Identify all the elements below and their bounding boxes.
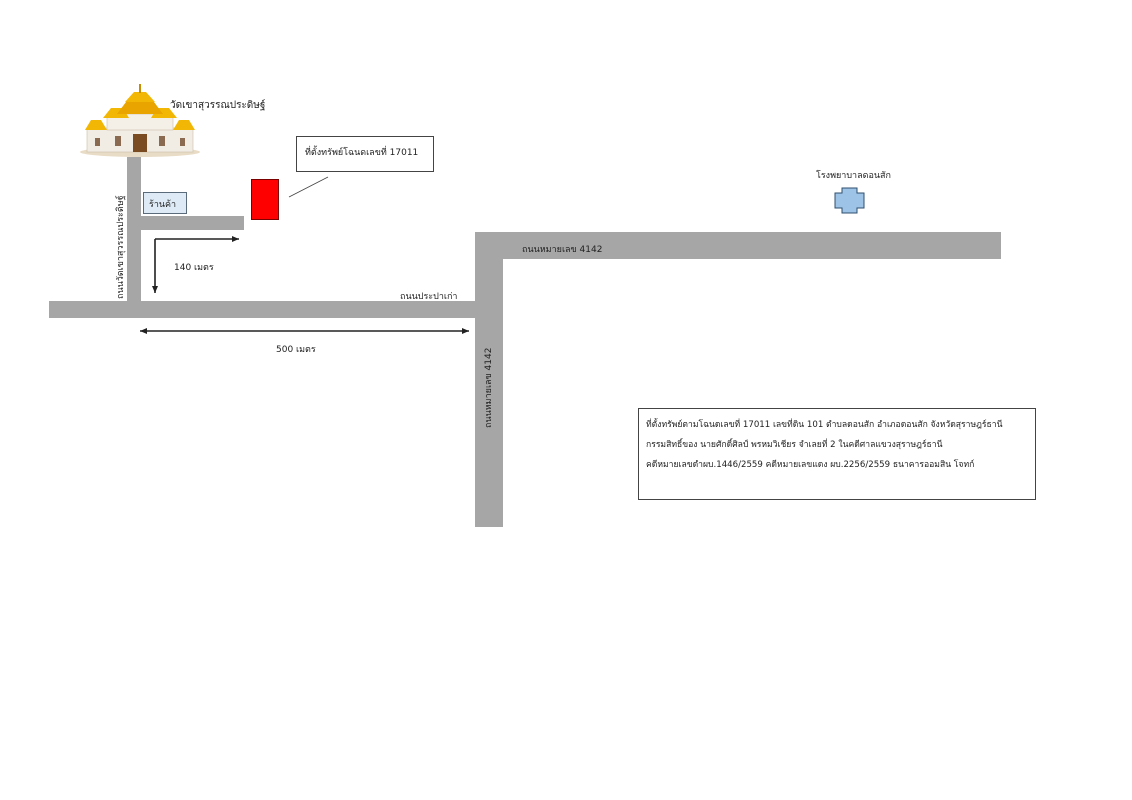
temple-road-label: ถนนวัดเขาสุวรรณประดิษฐ์ — [116, 195, 126, 299]
info-line-2: กรรมสิทธิ์ของ นายศักดิ์ศิลป์ พรหมวิเชียร จำเลยที่ 2 ในคดีศาลแขวงสุราษฎร์ธานี — [646, 440, 943, 450]
road-4142-horizontal-label: ถนนหมายเลข 4142 — [522, 245, 603, 255]
distance-140m-label: 140 เมตร — [174, 263, 214, 273]
distance-140m-arrow — [155, 239, 239, 293]
info-line-3: คดีหมายเลขดำผบ.1446/2559 คดีหมายเลขแดง ผบ.2256/2559 ธนาคารออมสิน โจทก์ — [646, 460, 975, 470]
temple-name: วัดเขาสุวรรณประดิษฐ์ — [170, 100, 266, 111]
callout-pointer — [289, 177, 328, 197]
hospital-name: โรงพยาบาลดอนสัก — [816, 171, 891, 181]
info-box — [638, 408, 1036, 500]
distance-500m-label: 500 เมตร — [276, 345, 316, 355]
shop-label: ร้านค้า — [149, 200, 177, 210]
road-4142-vertical-label: ถนนหมายเลข 4142 — [484, 347, 494, 428]
old-road-label: ถนนประปาเก่า — [400, 292, 458, 302]
info-line-1: ที่ตั้งทรัพย์ตามโฉนดเลขที่ 17011 เลขที่ดิน 101 ตำบลดอนสัก อำเภอดอนสัก จังหวัดสุราษฎร์ธานี — [646, 420, 1003, 430]
property-callout-text: ที่ตั้งทรัพย์โฉนดเลขที่ 17011 — [305, 148, 419, 158]
